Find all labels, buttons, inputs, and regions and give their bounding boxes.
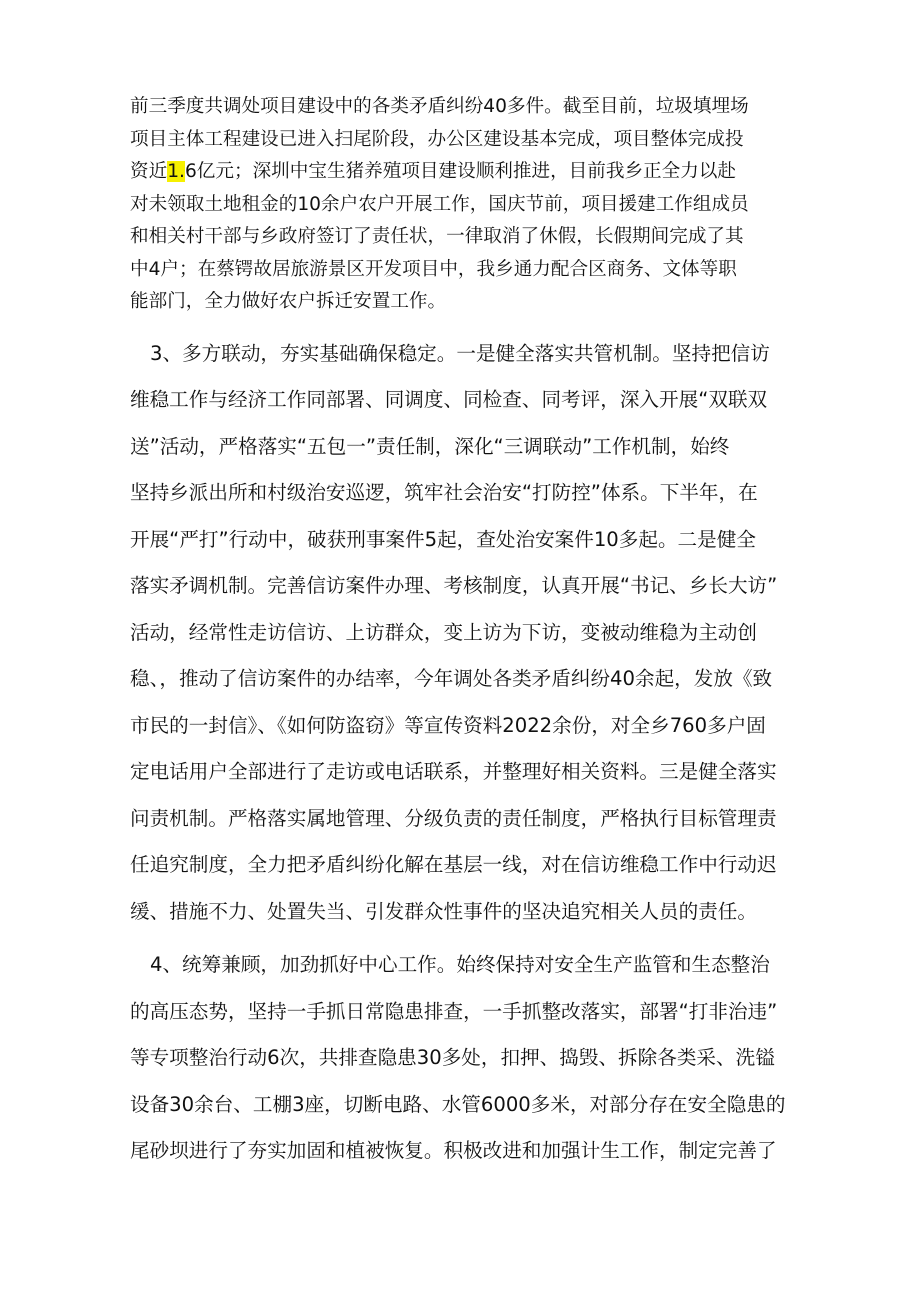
text-line: 等专项整治行动6次，共排查隐患30多处，扣押、捣毁、拆除各类采、洗镒 xyxy=(130,1046,775,1069)
text-line: 维稳工作与经济工作同部署、同调度、同检查、同考评，深入开展“双联双 xyxy=(130,388,768,411)
text-line: 定电话用户全部进行了走访或电话联系，并整理好相关资料。三是健全落实 xyxy=(130,760,777,783)
text-line: 问责机制。严格落实属地管理、分级负责的责任制度，严格执行目标管理责 xyxy=(130,807,777,830)
text-line: 任追究制度，全力把矛盾纠纷化解在基层一线，对在信访维稳工作中行动迟 xyxy=(130,853,777,876)
text-line: 市民的一封信》、《如何防盗窃》等宣传资料2022余份，对全乡760多户固 xyxy=(130,714,766,737)
text-line: 尾砂坝进行了夯实加固和植被恢复。积极改进和加强计生工作，制定完善了 xyxy=(130,1139,777,1162)
text-line: 中4户；在蔡锷故居旅游景区开发项目中，我乡通力配合区商务、文体等职 xyxy=(130,259,737,280)
highlighted-text: 1. xyxy=(167,161,185,182)
text-line: 4、统筹兼顾，加劲抓好中心工作。始终保持对安全生产监管和生态整治 xyxy=(150,953,770,976)
text-line xyxy=(130,160,795,184)
text-line: 项目主体工程建设已进入扫尾阶段，办公区建设基本完成，项目整体完成投 xyxy=(130,129,744,150)
text-line: 3、多方联动，夯实基础确保稳定。一是健全落实共管机制。坚持把信访 xyxy=(150,342,770,365)
text-line: 开展“严打”行动中，破获刑事案件5起，查处治安案件10多起。二是健全 xyxy=(130,528,756,551)
text-line: 稳、，推动了信访案件的办结率，今年调处各类矛盾纠纷40余起，发放《致 xyxy=(130,667,773,690)
text-line: 前三季度共调处项目建设中的各类矛盾纠纷40多件。截至目前，垃圾填埋场 xyxy=(130,96,749,117)
text-line: 能部门，全力做好农户拆迁安置工作。 xyxy=(130,291,447,312)
text-line: 落实矛调机制。完善信访案件办理、考核制度，认真开展“书记、乡长大访” xyxy=(130,574,778,597)
text-line: 活动，经常性走访信访、上访群众，变上访为下访，变被动维稳为主动创 xyxy=(130,621,757,644)
text-line: 对未领取土地租金的10余户农户开展工作，国庆节前，项目援建工作组成员 xyxy=(130,194,749,215)
text-line: 坚持乡派出所和村级治安巡逻，筑牢社会治安“打防控”体系。下半年，在 xyxy=(130,481,758,504)
text-line: 的高压态势，坚持一手抓日常隐患排查，一手抓整改落实，部署“打非治违” xyxy=(130,1000,778,1023)
text-line: 设备30余台、工棚3座，切断电路、水管6000多米，对部分存在安全隐患的 xyxy=(130,1093,786,1116)
text-segment: 资近 xyxy=(130,161,168,182)
text-line: 缓、措施不力、处置失当、引发群众性事件的坚决追究相关人员的责任。 xyxy=(130,900,757,923)
text-line: 送”活动，严格落实“五包一”责任制，深化“三调联动”工作机制，始终 xyxy=(130,435,730,458)
text-line: 和相关村干部与乡政府签订了责任状，一律取消了休假，长假期间完成了其 xyxy=(130,226,744,247)
text-segment: 6亿元；深圳中宝生猪养殖项目建设顺利推进，目前我乡正全力以赴 xyxy=(184,161,737,182)
